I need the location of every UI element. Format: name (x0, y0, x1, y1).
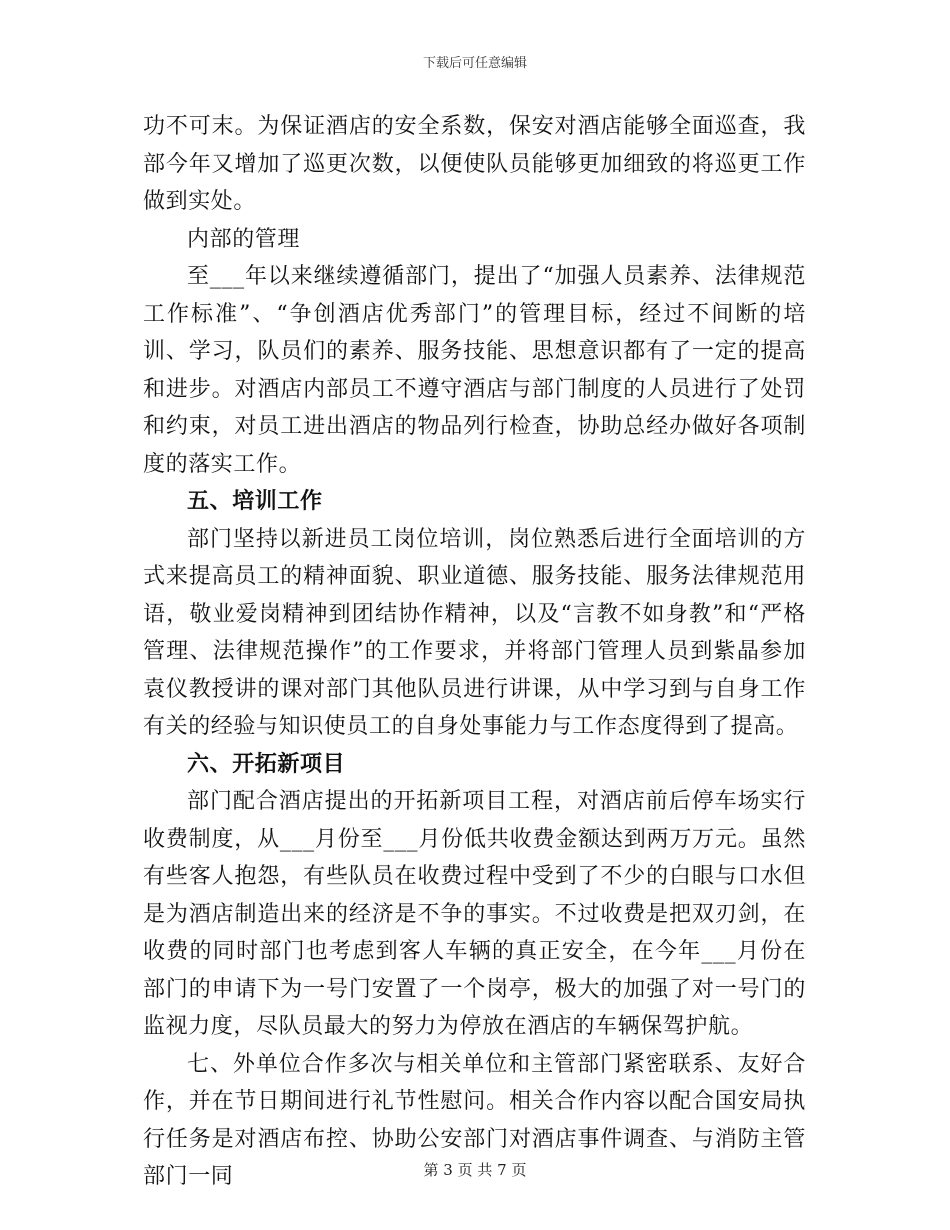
paragraph-external-cooperation: 七、外单位合作多次与相关单位和主管部门紧密联系、友好合作，并在节日期间进行礼节性慰问。相关合作内容以配合国安局执行任务是对酒店布控、协助公安部门对酒店事件调查、与消防主管部门一同 (143, 1051, 806, 1189)
paragraph-new-projects: 部门配合酒店提出的开拓新项目工程，对酒店前后停车场实行收费制度，从___月份至___月份低共收费金额达到两万万元。虽然有些客人抱怨，有些队员在收费过程中受到了不少的白眼与口水但是为酒店制造出来的经济是不争的事实。不过收费是把双刃剑，在收费的同时部门也考虑到客人车辆的真正安全，在今年___月份在部门的申请下为一号门安置了一个岗亭，极大的加强了对一号门的监视力度，尽队员最大的努力为停放在酒店的车辆保驾护航。 (143, 789, 806, 1039)
page-header: 下载后可任意编辑 (422, 56, 527, 71)
paragraph-continuation: 功不可末。为保证酒店的安全系数，保安对酒店能够全面巡查，我部今年又增加了巡更次数，以便使队员能够更加细致的将巡更工作做到实处。 (143, 114, 806, 214)
document-body (143, 108, 806, 1196)
section-heading-new-projects: 六、开拓新项目 (187, 750, 346, 777)
section-heading-training: 五、培训工作 (187, 488, 323, 514)
paragraph-training: 部门坚持以新进员工岗位培训，岗位熟悉后进行全面培训的方式来提高员工的精神面貌、职业道德、服务技能、服务法律规范用语，敬业爱岗精神到团结协作精神，以及“言教不如身教”和“严格管理、法律规范操作”的工作要求，并将部门管理人员到紫晶参加袁仪教授讲的课对部门其他队员进行讲课，从中学习到与自身工作有关的经验与知识使员工的自身处事能力与工作态度得到了提高。 (143, 526, 806, 739)
paragraph-internal-management: 至___年以来继续遵循部门，提出了“加强人员素养、法律规范工作标准”、“争创酒店优秀部门”的管理目标，经过不间断的培训、学习，队员们的素养、服务技能、思想意识都有了一定的提高和进步。对酒店内部员工不遵守酒店与部门制度的人员进行了处罚和约束，对员工进出酒店的物品列行检查，协助总经办做好各项制度的落实工作。 (143, 264, 806, 477)
subheading-internal-management: 内部的管理 (187, 226, 301, 252)
page-number: 第 3 页 共 7 页 (423, 1161, 527, 1179)
